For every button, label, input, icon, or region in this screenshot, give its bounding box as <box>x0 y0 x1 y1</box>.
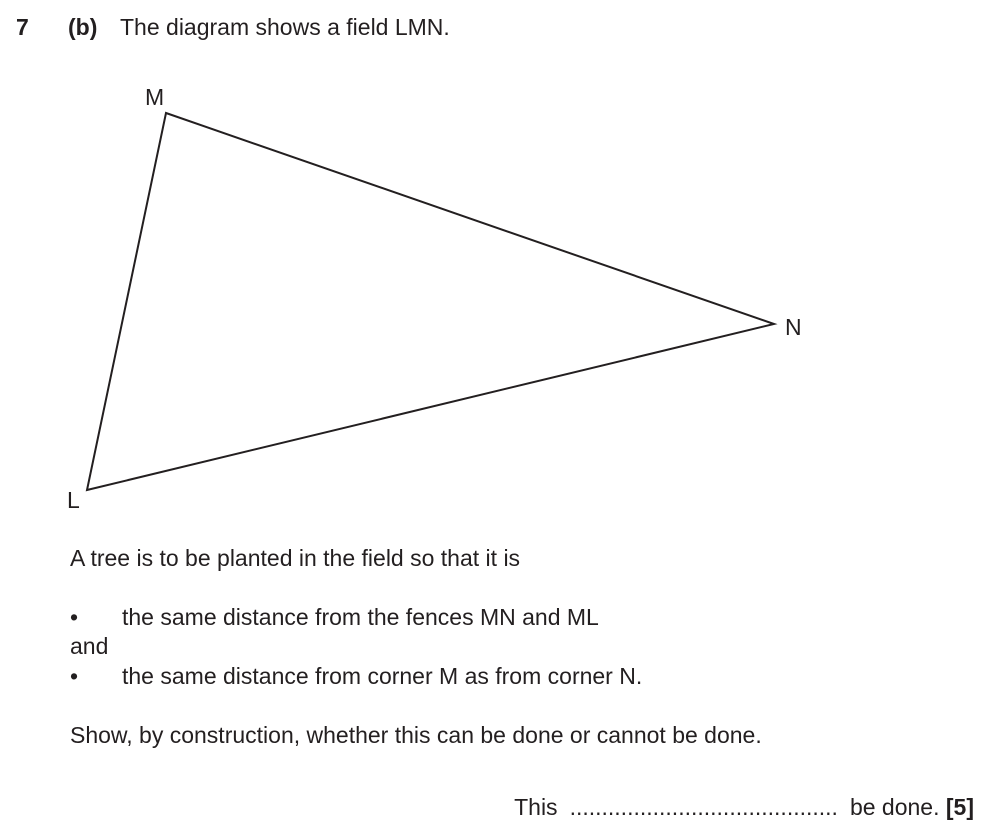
instruction-text: Show, by construction, whether this can be done or cannot be done. <box>70 722 762 748</box>
question-intro: The diagram shows a field LMN. <box>120 14 450 40</box>
vertex-label-n: N <box>785 314 802 340</box>
bullet-dot: • <box>70 604 79 630</box>
answer-blank[interactable]: .......................................... <box>569 794 838 820</box>
condition-intro: A tree is to be planted in the field so that it is <box>70 545 521 571</box>
bullet-dot: • <box>70 663 79 689</box>
connector-and: and <box>70 633 109 659</box>
bullet-text-corners: the same distance from corner M as from corner N. <box>122 663 643 689</box>
vertex-label-l: L <box>67 487 80 513</box>
question-part: (b) <box>68 14 98 40</box>
answer-suffix: be done. <box>849 794 940 820</box>
marks-badge: [5] <box>945 794 974 820</box>
answer-prefix: This <box>514 794 558 820</box>
question-number: 7 <box>16 14 29 40</box>
answer-line <box>514 794 974 821</box>
vertex-label-m: M <box>145 84 165 110</box>
bullet-text-fences: the same distance from the fences MN and ML <box>122 604 599 630</box>
triangle-lmn <box>87 113 774 490</box>
